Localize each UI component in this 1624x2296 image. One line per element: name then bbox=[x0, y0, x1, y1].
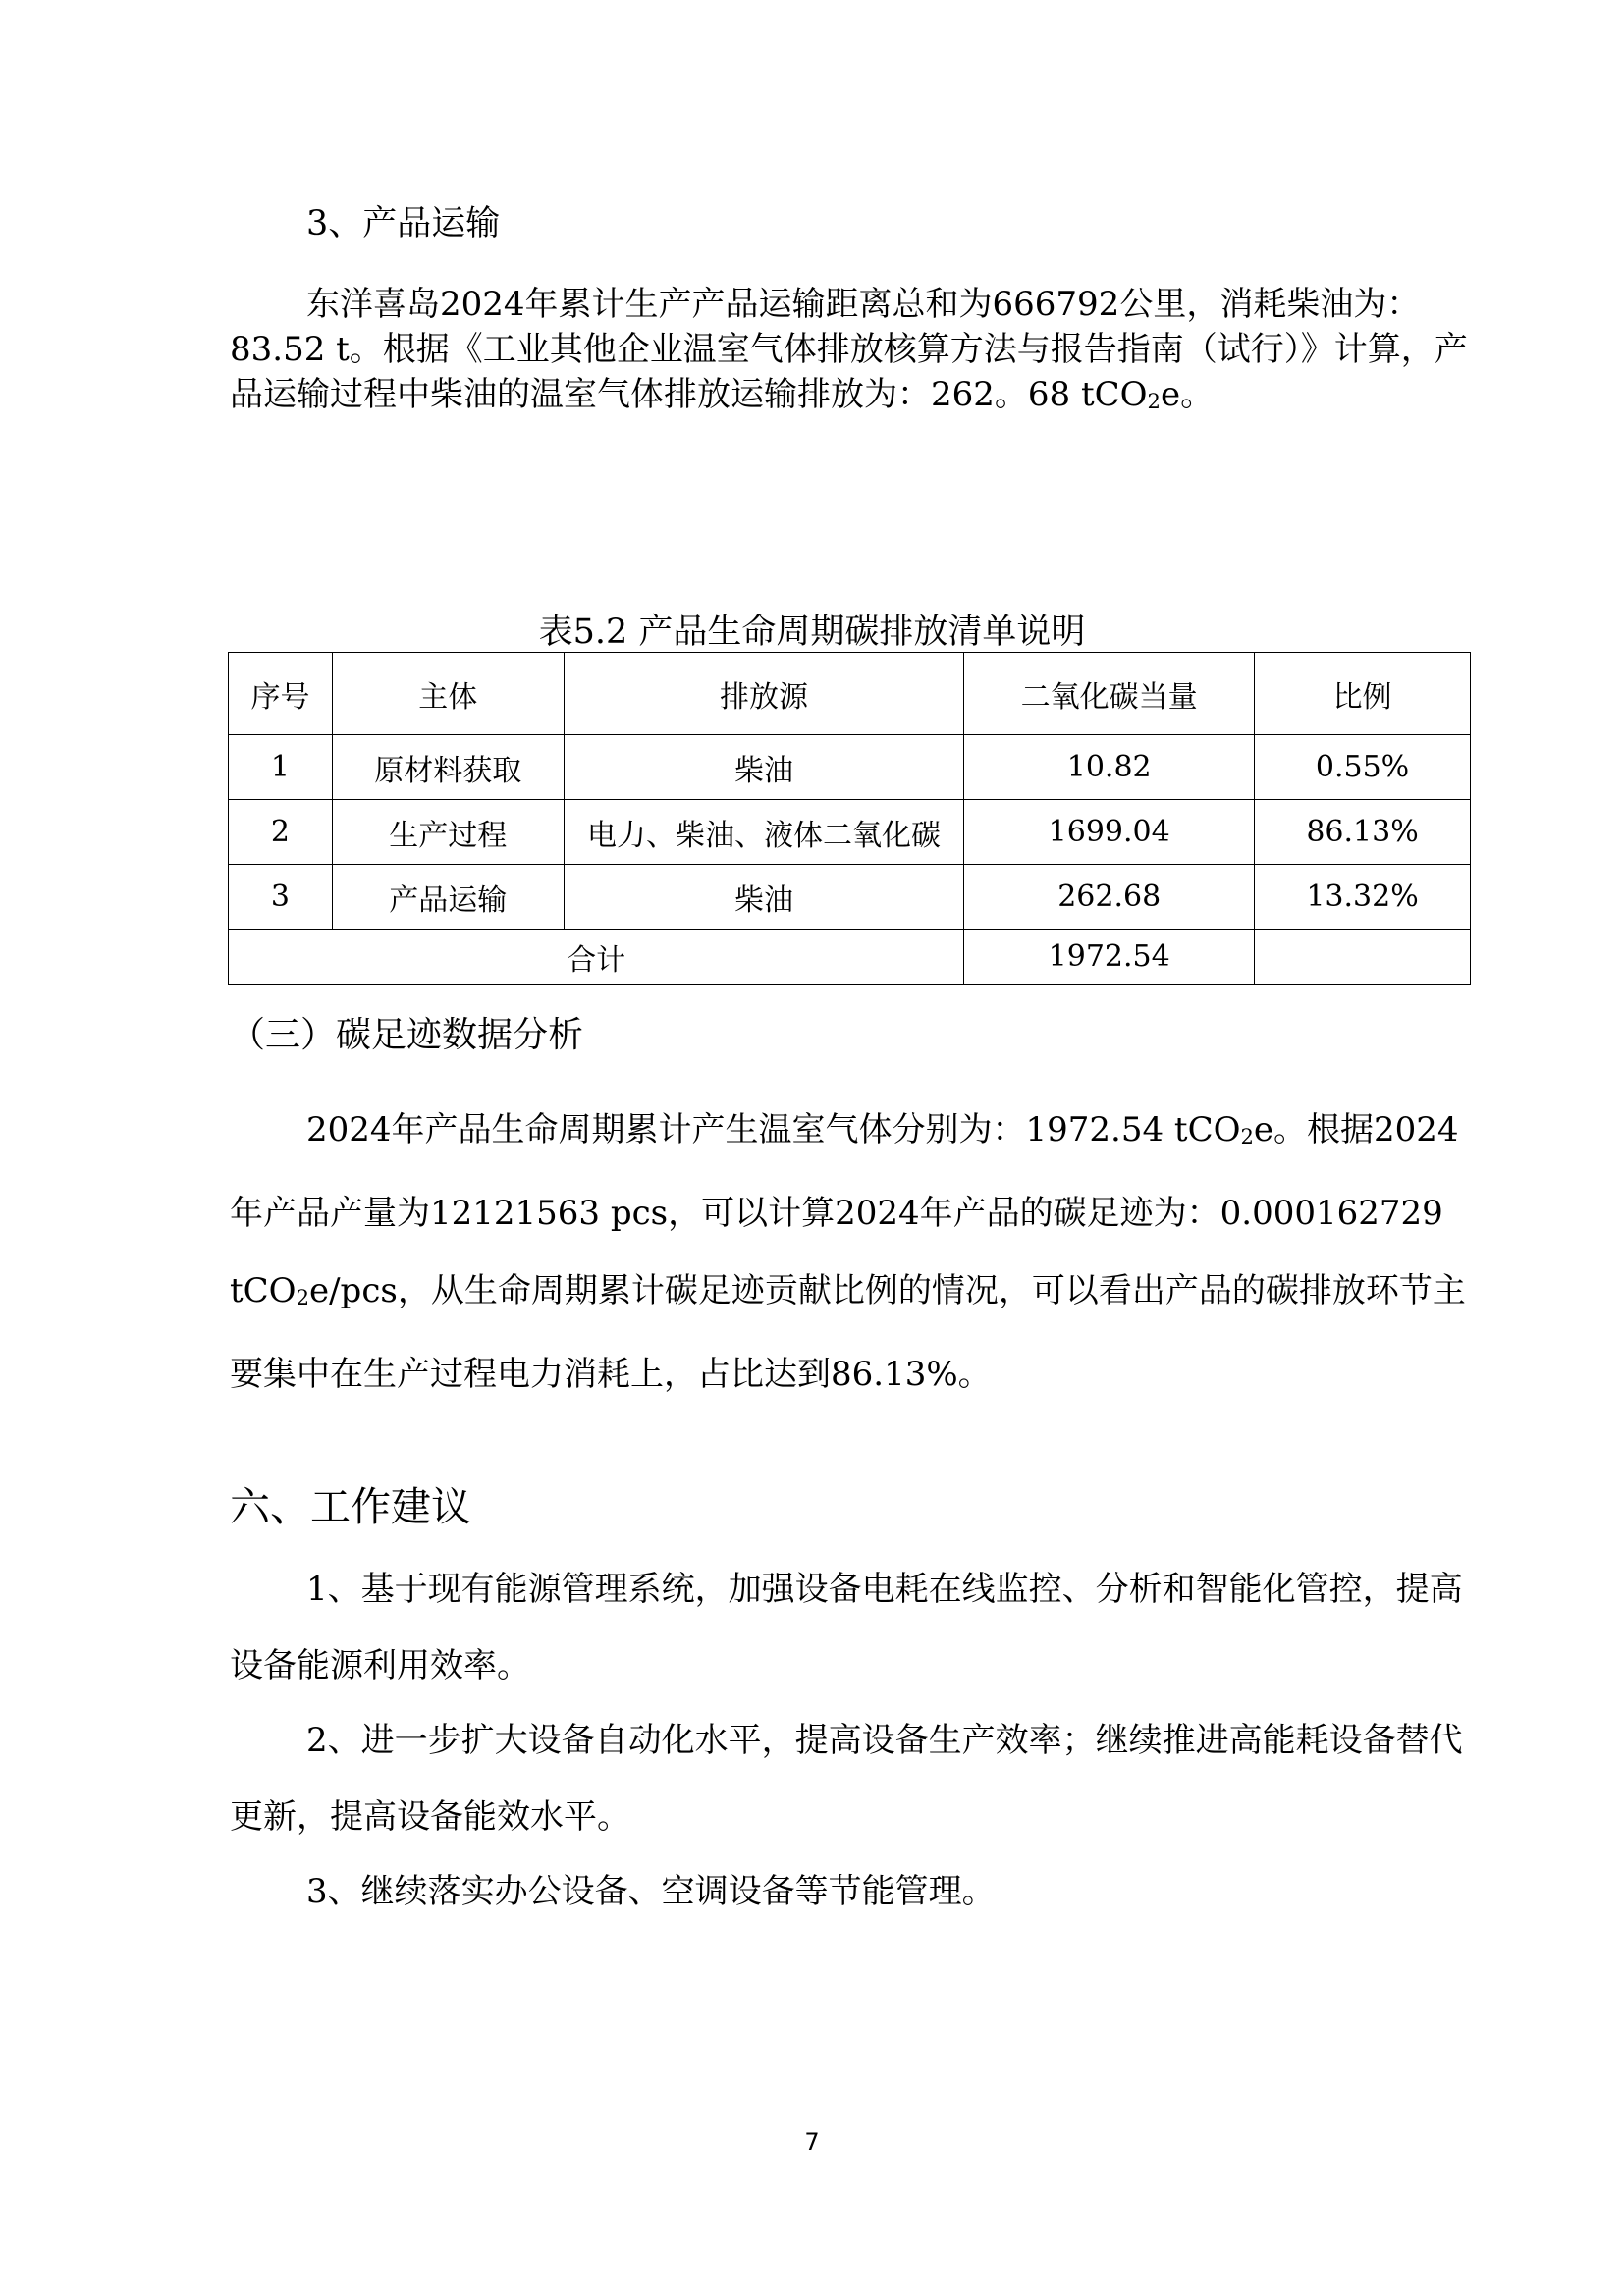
table-cell: 1699.04 bbox=[964, 800, 1255, 865]
total-empty-cell bbox=[1255, 930, 1471, 985]
header-cell: 序号 bbox=[229, 653, 333, 735]
total-label: 合计 bbox=[229, 930, 964, 985]
table-row bbox=[229, 735, 1471, 800]
section-heading-transport: 3、产品运输 bbox=[306, 204, 501, 243]
suggestion-item: 1、基于现有能源管理系统，加强设备电耗在线监控、分析和智能化管控，提高设备能源利用效率。 bbox=[230, 1570, 1463, 1685]
analysis-text-1: 2024年产品生命周期累计产生温室气体分别为：1972.54 tCO bbox=[306, 1110, 1241, 1149]
header-cell: 二氧化碳当量 bbox=[964, 653, 1255, 735]
table-cell: 0.55% bbox=[1255, 735, 1471, 800]
section-heading-suggestions: 六、工作建议 bbox=[230, 1483, 471, 1530]
table-row bbox=[229, 865, 1471, 930]
header-cell: 主体 bbox=[332, 653, 564, 735]
table-cell: 生产过程 bbox=[332, 800, 564, 865]
co2-subscript: 2 bbox=[296, 1285, 309, 1310]
table-cell: 13.32% bbox=[1255, 865, 1471, 930]
suggestion-item: 2、进一步扩大设备自动化水平，提高设备生产效率；继续推进高能耗设备替代更新，提高设备能效水平。 bbox=[230, 1721, 1463, 1837]
header-cell: 排放源 bbox=[564, 653, 964, 735]
analysis-paragraph bbox=[230, 1092, 1473, 1414]
table-cell: 262.68 bbox=[964, 865, 1255, 930]
page-number: 7 bbox=[804, 2128, 820, 2156]
analysis-text-3: e/pcs，从生命周期累计碳足迹贡献比例的情况，可以看出产品的碳排放环节主要集中在生产过程电力消耗上，占比达到86.13%。 bbox=[230, 1271, 1466, 1395]
total-value: 1972.54 bbox=[964, 930, 1255, 985]
header-cell: 比例 bbox=[1255, 653, 1471, 735]
table-caption: 表5.2 产品生命周期碳排放清单说明 bbox=[538, 613, 1086, 652]
table-total-row bbox=[229, 930, 1471, 985]
table-cell: 柴油 bbox=[564, 865, 964, 930]
transport-text-tail: e。 bbox=[1160, 375, 1215, 414]
section-heading-analysis: （三）碳足迹数据分析 bbox=[230, 1015, 584, 1055]
table-row bbox=[229, 800, 1471, 865]
table-header-row bbox=[229, 653, 1471, 735]
analysis-text-2: e。根据2024年产品产量为12121563 pcs，可以计算2024年产品的碳足迹为：0.000162729 tCO bbox=[230, 1110, 1459, 1311]
suggestion-item: 3、继续落实办公设备、空调设备等节能管理。 bbox=[306, 1872, 996, 1911]
emission-table bbox=[228, 652, 1471, 985]
table-cell: 86.13% bbox=[1255, 800, 1471, 865]
transport-paragraph bbox=[230, 282, 1473, 424]
table-cell: 电力、柴油、液体二氧化碳 bbox=[564, 800, 964, 865]
table-cell: 2 bbox=[229, 800, 333, 865]
table-cell: 1 bbox=[229, 735, 333, 800]
table-cell: 3 bbox=[229, 865, 333, 930]
table-cell: 原材料获取 bbox=[332, 735, 564, 800]
co2-subscript: 2 bbox=[1147, 389, 1161, 414]
table-cell: 产品运输 bbox=[332, 865, 564, 930]
co2-subscript: 2 bbox=[1240, 1124, 1254, 1149]
table-cell: 10.82 bbox=[964, 735, 1255, 800]
transport-text: 东洋喜岛2024年累计生产产品运输距离总和为666792公里，消耗柴油为：83.52 t。根据《工业其他企业温室气体排放核算方法与报告指南（试行）》计算，产品运输过程中柴油的温室气体排放运输排放为：262。68 tCO bbox=[230, 285, 1468, 414]
table-cell: 柴油 bbox=[564, 735, 964, 800]
